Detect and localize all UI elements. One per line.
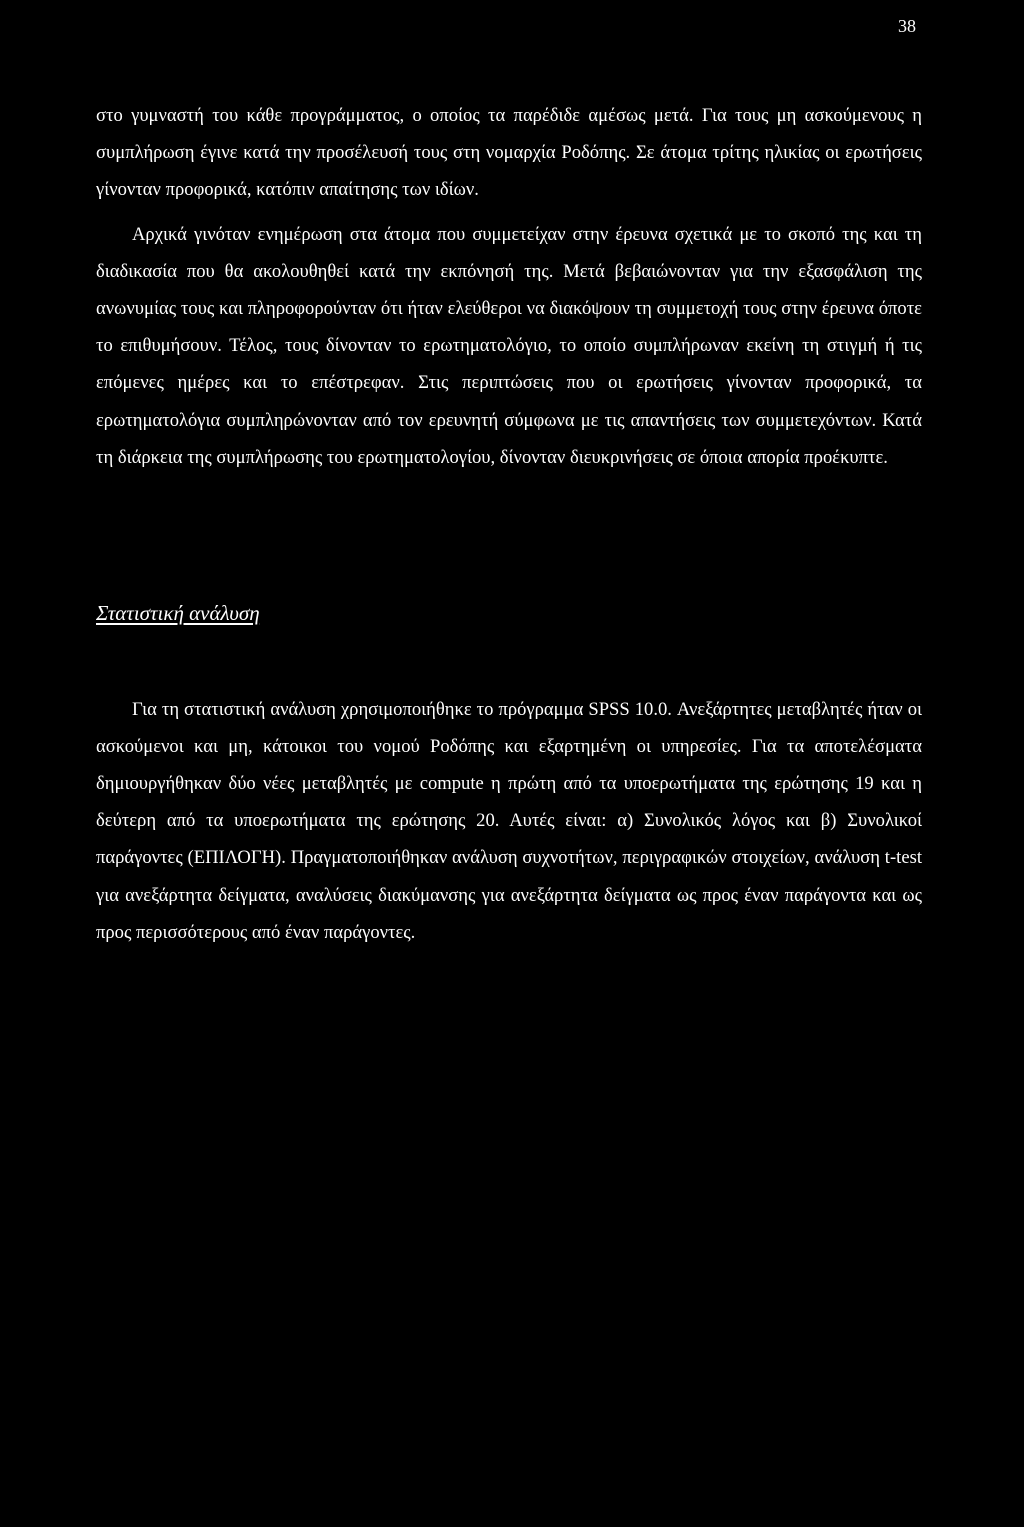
page-number: 38 [898,16,916,36]
section-heading-statistical-analysis: Στατιστική ανάλυση [96,601,260,625]
paragraph-statistical-analysis: Για τη στατιστική ανάλυση χρησιμοποιήθηκε το πρόγραμμα SPSS 10.0. Ανεξάρτητες μεταβλητές ήταν οι ασκούμενοι και μη, κάτοικοι του νομού Ροδόπης και εξαρτημένη οι υπηρεσίες. Για τα αποτελέσματα δημιουργήθηκαν δύο νέες μεταβλητές με compute η πρώτη από τα υποερωτήματα της ερώτησης 19 και η δεύτερη από τα υποερωτήματα της ερώτησης 20. Αυτές είναι: α) Συνολικός λόγος και β) Συνολικοί παράγοντες (ΕΠΙΛΟΓΗ). Πραγματοποιήθηκαν ανάλυση συχνοτήτων, περιγραφικών στοιχείων, ανάλυση t-test για ανεξάρτητα δείγματα, αναλύσεις διακύμανσης για ανεξάρτητα δείγματα ως προς έναν παράγοντα και ως προς περισσότερους από έναν παράγοντες. [96,698,922,943]
paragraph-participant-briefing: Αρχικά γινόταν ενημέρωση στα άτομα που συμμετείχαν στην έρευνα σχετικά με το σκοπό της και τη διαδικασία που θα ακολουθηθεί κατά την εκπόνησή της. Μετά βεβαιώνονταν για την εξασφάλιση της ανωνυμίας τους και πληροφορούνταν ότι ήταν ελεύθεροι να διακόψουν τη συμμετοχή τους στην έρευνα όποτε το επιθυμήσουν. Τέλος, τους δίνονταν το ερωτηματολόγιο, το οποίο συμπλήρωναν εκείνη τη στιγμή ή τις επόμενες ημέρες και το επέστρεφαν. Στις περιπτώσεις που οι ερωτήσεις γίνονταν προφορικά, τα ερωτηματολόγια συμπληρώνονταν από τον ερευνητή σύμφωνα με τις απαντήσεις των συμμετεχόντων. Κατά τη διάρκεια της συμπλήρωσης του ερωτηματολογίου, δίνονταν διευκρινήσεις σε όποια απορία προέκυπτε. [96,223,922,468]
paragraph-collection-procedure: στο γυμναστή του κάθε προγράμματος, ο οποίος τα παρέδιδε αμέσως μετά. Για τους μη ασκούμενους η συμπλήρωση έγινε κατά την προσέλευσή τους στη νομαρχία Ροδόπης. Σε άτομα τρίτης ηλικίας οι ερωτήσεις γίνονταν προφορικά, κατόπιν απαίτησης των ιδίων. [96,104,922,200]
